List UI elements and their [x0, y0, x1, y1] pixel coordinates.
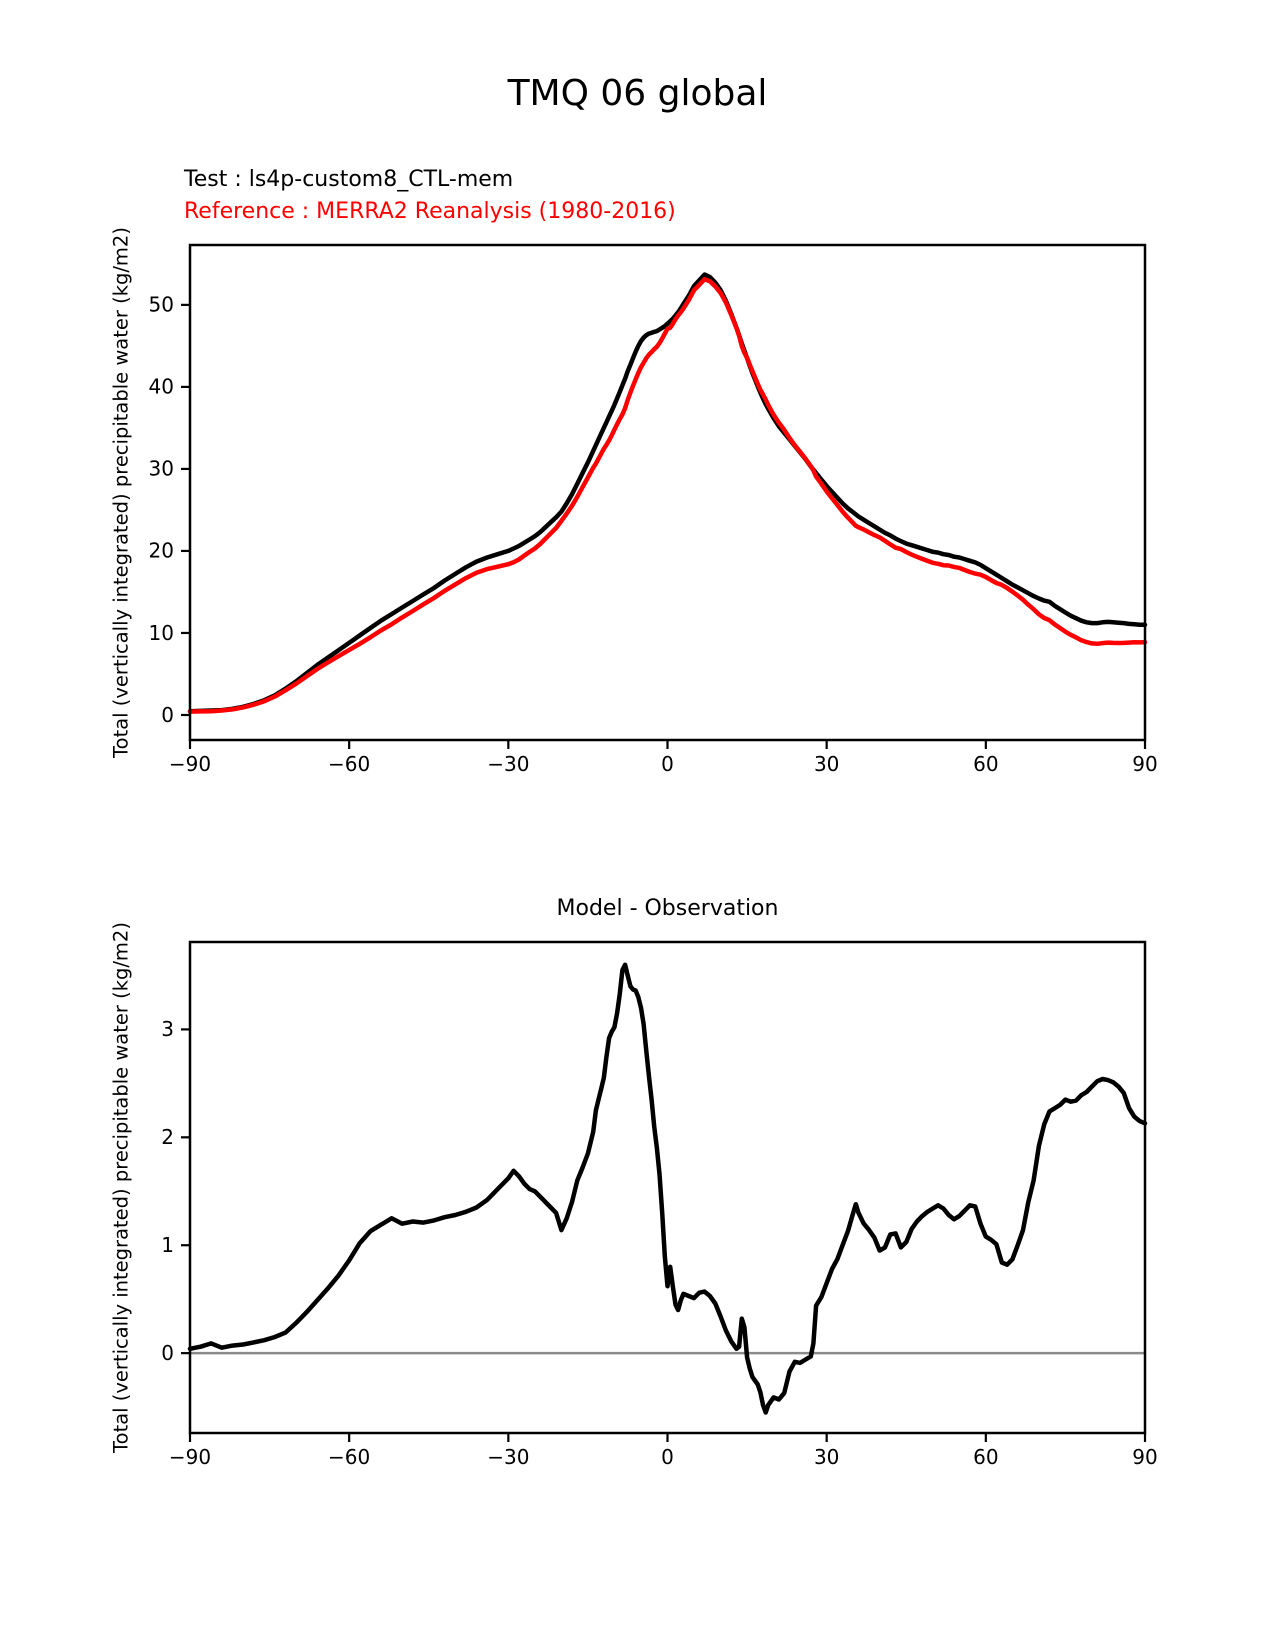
top-chart-frame — [190, 245, 1145, 740]
bottom-chart-series-0-curve — [190, 965, 1145, 1413]
bottom-chart-y-tick-label: 1 — [161, 1233, 174, 1258]
bottom-chart-y-tick-label: 3 — [161, 1017, 174, 1042]
bottom-y-axis-label: Total (vertically integrated) precipitable water (kg/m2) — [109, 922, 133, 1453]
top-chart-y-tick-label: 10 — [148, 620, 174, 645]
bottom-chart-x-tick-label: 30 — [813, 1445, 840, 1470]
bottom-chart-title: Model - Observation — [556, 896, 779, 921]
top-chart-x-tick-label: 90 — [1132, 752, 1158, 777]
top-chart-y-tick-label: 30 — [148, 456, 174, 481]
figure-title: TMQ 06 global — [507, 73, 768, 114]
bottom-chart-x-tick-label: 60 — [973, 1445, 999, 1470]
top-chart-x-tick-label: 0 — [661, 752, 674, 777]
top-chart-x-tick-label: −90 — [168, 752, 212, 777]
legend-test-label: Test : ls4p-custom8_CTL-mem — [184, 167, 514, 192]
top-y-axis-label: Total (vertically integrated) precipitable water (kg/m2) — [109, 227, 133, 758]
top-chart-y-tick-label: 0 — [161, 702, 174, 727]
bottom-chart-frame — [190, 942, 1145, 1433]
top-chart-series-0-curve — [190, 275, 1145, 712]
top-chart-x-tick-label: 60 — [973, 752, 999, 777]
top-chart-y-tick-label: 40 — [148, 374, 174, 399]
bottom-chart-y-tick-label: 2 — [161, 1125, 174, 1150]
bottom-chart-x-tick-label: −60 — [328, 1445, 371, 1470]
top-chart-series-1-curve — [190, 279, 1145, 711]
bottom-chart-x-tick-label: −90 — [168, 1445, 212, 1470]
bottom-chart-y-tick-label: 0 — [161, 1340, 174, 1365]
top-chart-x-tick-label: −30 — [487, 752, 530, 777]
top-chart-x-tick-label: 30 — [813, 752, 840, 777]
top-chart-x-tick-label: −60 — [328, 752, 371, 777]
bottom-chart-x-tick-label: 90 — [1132, 1445, 1158, 1470]
bottom-chart-x-tick-label: 0 — [661, 1445, 674, 1470]
top-chart-y-tick-label: 20 — [148, 538, 174, 563]
legend-reference-label: Reference : MERRA2 Reanalysis (1980-2016) — [184, 199, 676, 224]
top-chart-y-tick-label: 50 — [148, 292, 174, 317]
bottom-chart-x-tick-label: −30 — [487, 1445, 530, 1470]
